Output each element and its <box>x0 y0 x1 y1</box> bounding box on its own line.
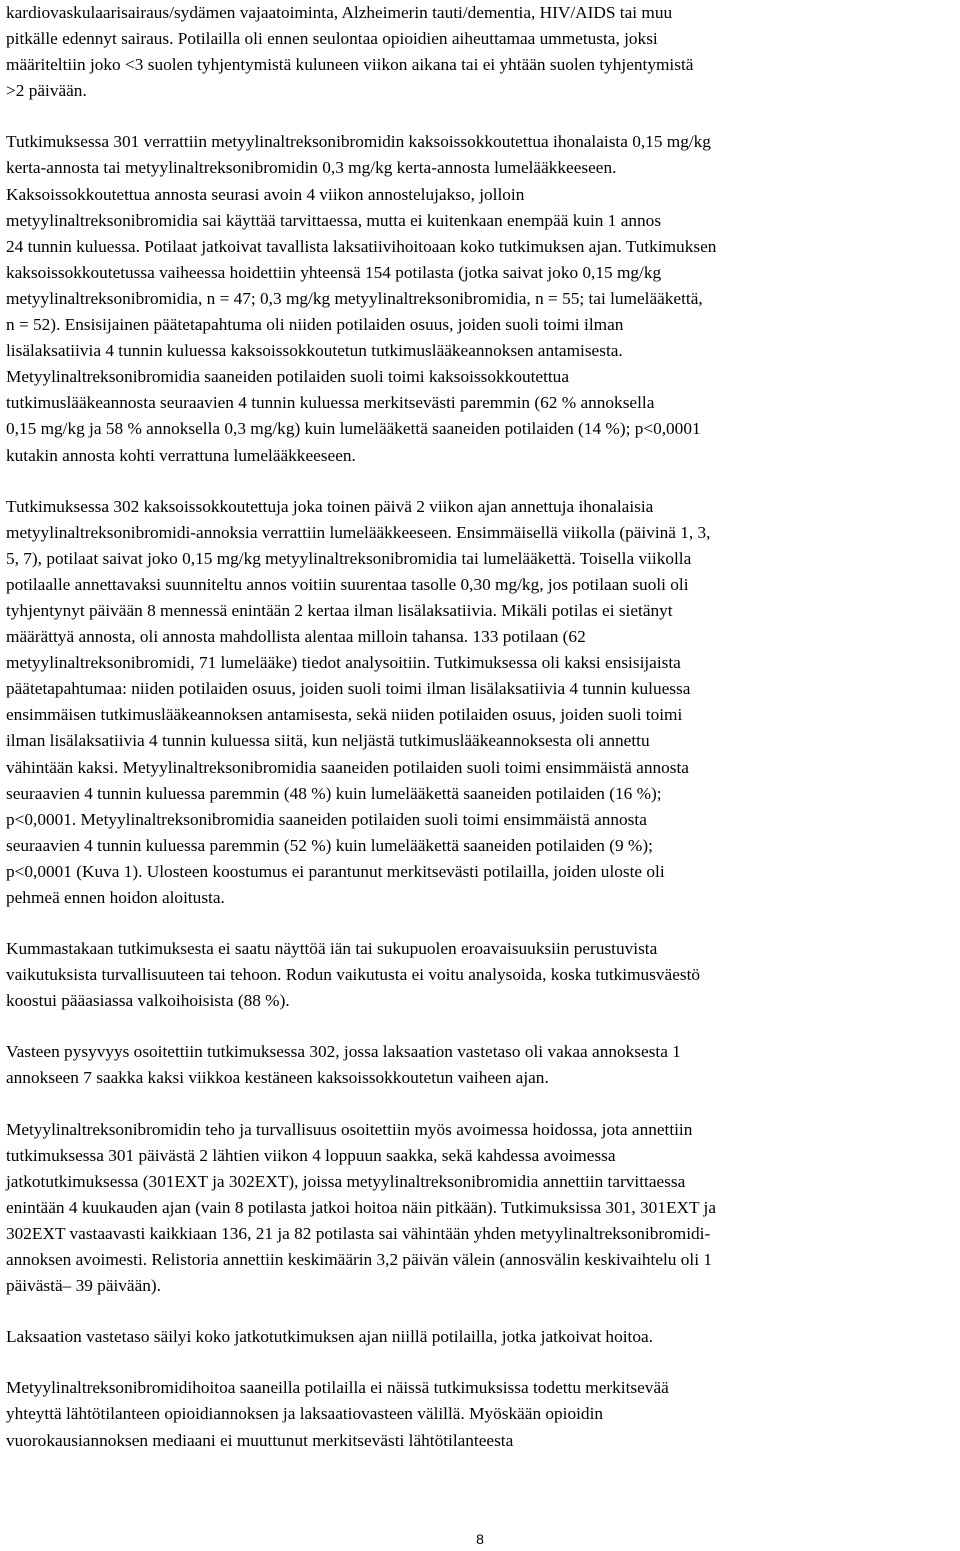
document-body <box>6 0 956 1479</box>
paragraph-study-302: Tutkimuksessa 302 kaksoissokkoutettuja joka toinen päivä 2 viikon ajan annettuja ihonalaisia metyylinaltreksonibromidi-annoksia verrattiin lumelääkkeeseen. Ensimmäisellä viikolla (päivinä 1, 3, 5, 7), potilaat saivat joko 0,15 mg/kg metyylinaltreksonibromidia tai lumelääkettä. Toisella viikolla potilaalle annettavaksi suunniteltu annos voitiin suurentaa tasolle 0,30 mg/kg, jos potilaan suoli oli tyhjentynyt päivään 8 mennessä enintään 2 kertaa ilman lisälaksatiivia. Mikäli potilas ei sietänyt määrättyä annosta, oli annosta mahdollista alentaa milloin tahansa. 133 potilaan (62 metyylinaltreksonibromidi, 71 lumelääke) tiedot analysoitiin. Tutkimuksessa oli kaksi ensisijaista päätetapahtumaa: niiden potilaiden osuus, joiden suoli toimi ilman lisälaksatiivia 4 tunnin kuluessa ensimmäisen tutkimuslääkeannoksen antamisesta, sekä niiden potilaiden osuus, joiden suoli toimi ilman lisälaksatiivia 4 tunnin kuluessa siitä, kun neljästä tutkimuslääkeannoksesta oli annettu vähintään kaksi. Metyylinaltreksonibromidia saaneiden potilaiden suoli toimi ensimmäistä annosta seuraavien 4 tunnin kuluessa paremmin (48 %) kuin lumelääkettä saaneiden potilaiden (16 %); p<0,0001. Metyylinaltreksonibromidia saaneiden potilaiden suoli toimi ensimmäistä annosta seuraavien 4 tunnin kuluessa paremmin (52 %) kuin lumelääkettä saaneiden potilaiden (9 %); p<0,0001 (Kuva 1). Ulosteen koostumus ei parantunut merkitsevästi potilailla, joiden uloste oli pehmeä ennen hoidon aloitusta. <box>6 496 711 907</box>
paragraph-opioid-dose: Metyylinaltreksonibromidihoitoa saaneilla potilailla ei näissä tutkimuksissa todettu merkitsevää yhteyttä lähtötilanteen opioidiannoksen ja laksaatiovasteen välillä. Myöskään opioidin vuorokausiannoksen mediaani ei muuttunut merkitsevästi lähtötilanteesta <box>6 1378 669 1450</box>
paragraph-response-durability: Vasteen pysyvyys osoitettiin tutkimuksessa 302, jossa laksaation vastetaso oli vakaa annoksesta 1 annokseen 7 saakka kaksi viikkoa kestäneen kaksoissokkoutetun vaiheen ajan. <box>6 1042 681 1088</box>
page-number: 8 <box>476 1531 484 1547</box>
paragraph-age-sex-race: Kummastakaan tutkimuksesta ei saatu näyttöä iän tai sukupuolen eroavaisuuksiin perustuvista vaikutuksista turvallisuuteen tai tehoon. Rodun vaikutusta ei voitu analysoida, koska tutkimusväestö koostui pääasiassa valkoihoisista (88 %). <box>6 939 701 1011</box>
paragraph-study-301: Tutkimuksessa 301 verrattiin metyylinaltreksonibromidin kaksoissokkoutettua ihonalaista 0,15 mg/kg kerta-annosta tai metyylinaltreksonibromidin 0,3 mg/kg kerta-annosta lumelääkkeeseen. Kaksoissokkoutettua annosta seurasi avoin 4 viikon annostelujakso, jolloin metyylinaltreksonibromidia sai käyttää tarvittaessa, mutta ei kuitenkaan enempää kuin 1 annos 24 tunnin kuluessa. Potilaat jatkoivat tavallista laksatiivihoitoaan koko tutkimuksen ajan. Tutkimuksen kaksoissokkoutetussa vaiheessa hoidettiin yhteensä 154 potilasta (jotka saivat joko 0,15 mg/kg metyylinaltreksonibromidia, n = 47; 0,3 mg/kg metyylinaltreksonibromidia, n = 55; tai lumelääkettä, n = 52). Ensisijainen päätetapahtuma oli niiden potilaiden osuus, joiden suoli toimi ilman lisälaksatiivia 4 tunnin kuluessa kaksoissokkoutetun tutkimuslääkeannoksen antamisesta. Metyylinaltreksonibromidia saaneiden potilaiden suoli toimi kaksoissokkoutettua tutkimuslääkeannosta seuraavien 4 tunnin kuluessa merkitsevästi paremmin (62 % annoksella 0,15 mg/kg ja 58 % annoksella 0,3 mg/kg) kuin lumelääkettä saaneiden potilaiden (14 %); p<0,0001 kutakin annosta kohti verrattuna lumelääkkeeseen. <box>6 132 717 465</box>
paragraph-open-label-extension: Metyylinaltreksonibromidin teho ja turvallisuus osoitettiin myös avoimessa hoidossa, jota annettiin tutkimuksessa 301 päivästä 2 lähtien viikon 4 loppuun saakka, sekä kahdessa avoimessa jatkotutkimuksessa (301EXT ja 302EXT), joissa metyylinaltreksonibromidia annettiin tarvittaessa enintään 4 kuukauden ajan (vain 8 potilasta jatkoi hoitoa näin pitkään). Tutkimuksissa 301, 301EXT ja 302EXT vastaavasti kaikkiaan 136, 21 ja 82 potilasta sai vähintään yhden metyylinaltreksonibromidi- annoksen avoimesti. Relistoria annettiin keskimäärin 3,2 päivän välein (annosvälin keskivaihtelu oli 1 päivästä– 39 päivään). <box>6 1119 717 1296</box>
paragraph-inclusion-criteria: kardiovaskulaarisairaus/sydämen vajaatoiminta, Alzheimerin tauti/dementia, HIV/AIDS tai muu pitkälle edennyt sairaus. Potilailla oli ennen seulontaa opioidien aiheuttamaa ummetusta, joksi määriteltiin joko <3 suolen tyhjentymistä kuluneen viikon aikana tai ei yhtään suolen tyhjentymistä >2 päivään. <box>6 3 694 101</box>
paragraph-laxation-maintained: Laksaation vastetaso säilyi koko jatkotutkimuksen ajan niillä potilailla, jotka jatkoivat hoitoa. <box>6 1327 653 1347</box>
